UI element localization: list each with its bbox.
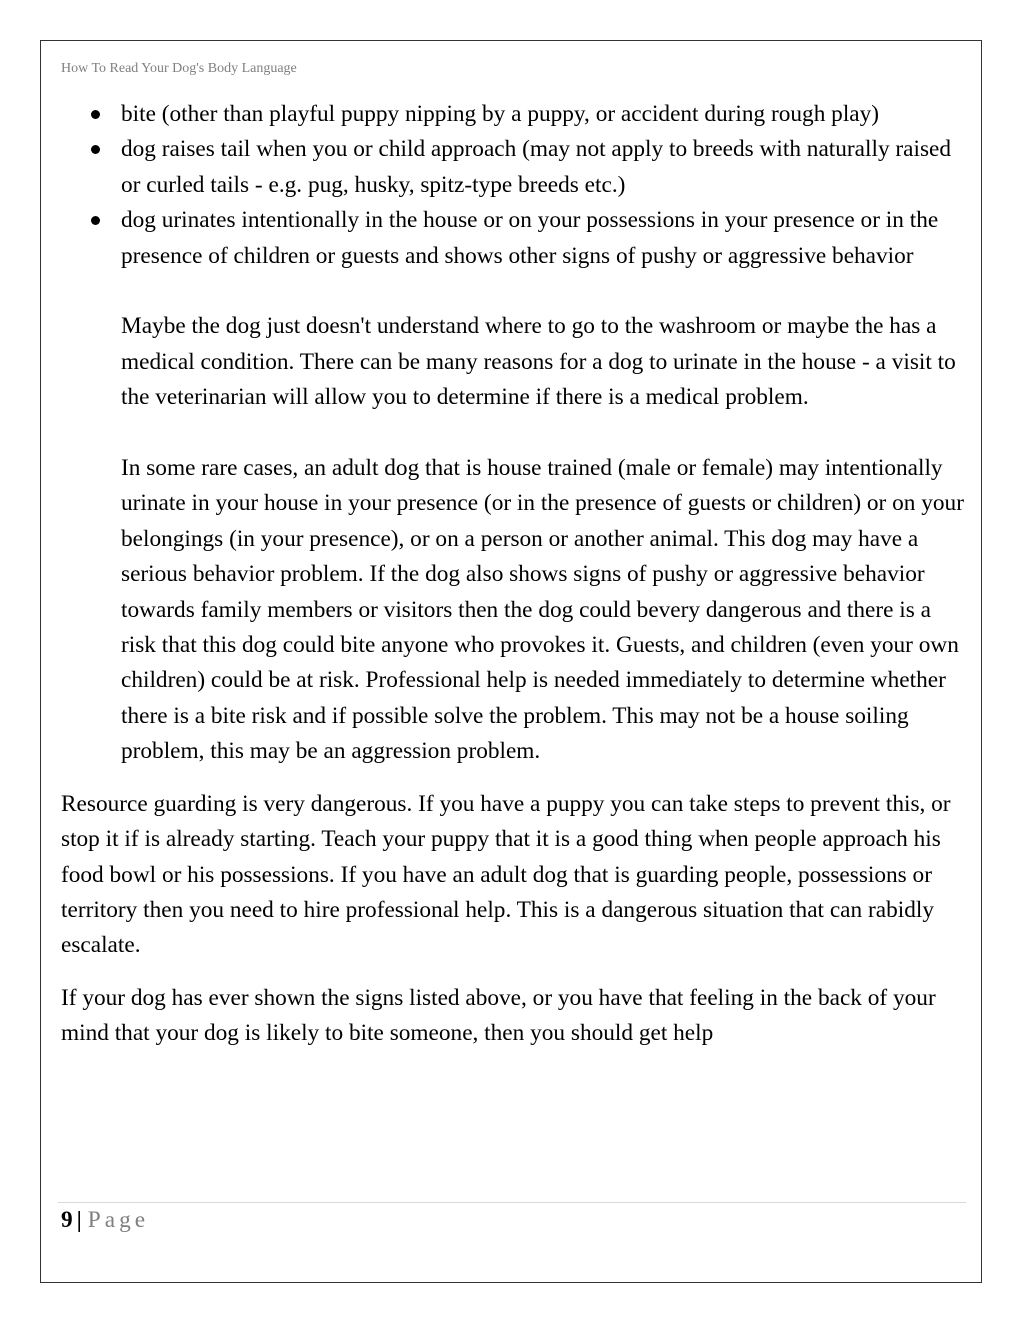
list-item: [61, 132, 966, 203]
bullet-list: [61, 97, 966, 274]
bullet-icon: [91, 110, 100, 119]
blank-line: [61, 416, 966, 451]
list-item: [61, 97, 966, 132]
body-paragraph: If your dog has ever shown the signs listed above, or you have that feeling in the back of your mind that your dog is likely to bite someone, then you should get help: [61, 984, 936, 1047]
body-paragraph: Resource guarding is very dangerous. If you have a puppy you can take steps to prevent this, or stop it if is already starting. Teach your puppy that it is a good thing when people approach his food bowl or his possessions. If you have an adult dog that is guarding people, possessions or territory then you need to hire professional help. This is a dangerous situation that can rabidly escalate.: [61, 790, 951, 959]
list-item-text: dog raises tail when you or child approach (may not apply to breeds with naturally raised or curled tails - e.g. pug, husky, spitz-type breeds etc.): [121, 136, 952, 198]
blank-line: [61, 274, 966, 309]
list-item-text: dog urinates intentionally in the house or on your possessions in your presence or in the presence of children or guests and shows other signs of pushy or aggressive behavior: [121, 207, 939, 269]
running-header: How To Read Your Dog's Body Language: [61, 61, 297, 76]
list-item: [61, 203, 966, 274]
page-number: 9: [61, 1207, 73, 1233]
footer-separator: |: [76, 1207, 82, 1233]
page-footer: [61, 1204, 149, 1236]
page-content: [61, 97, 966, 1052]
list-item-text: bite (other than playful puppy nipping by a puppy, or accident during rough play): [121, 101, 880, 127]
indented-paragraph: Maybe the dog just doesn't understand where to go to the washroom or maybe the has a medical condition. There can be many reasons for a dog to urinate in the house - a visit to the veterinarian will allow you to determine if there is a medical problem.: [121, 313, 956, 411]
footer-divider: [58, 1202, 966, 1203]
bullet-icon: [91, 216, 100, 225]
indented-paragraph: In some rare cases, an adult dog that is house trained (male or female) may intentionally urinate in your house in your presence (or in the presence of guests or children) or on your belongings (in your presence), or on a person or another animal. This dog may have a serious behavior problem. If the dog also shows signs of pushy or aggressive behavior towards family members or visitors then the dog could bevery dangerous and there is a risk that this dog could bite anyone who provokes it. Guests, and children (even your own children) could be at risk. Professional help is needed immediately to determine whether there is a bite risk and if possible solve the problem. This may not be a house soiling problem, this may be an aggression problem.: [121, 455, 964, 765]
bullet-icon: [91, 145, 100, 154]
page-label: Page: [87, 1207, 150, 1233]
